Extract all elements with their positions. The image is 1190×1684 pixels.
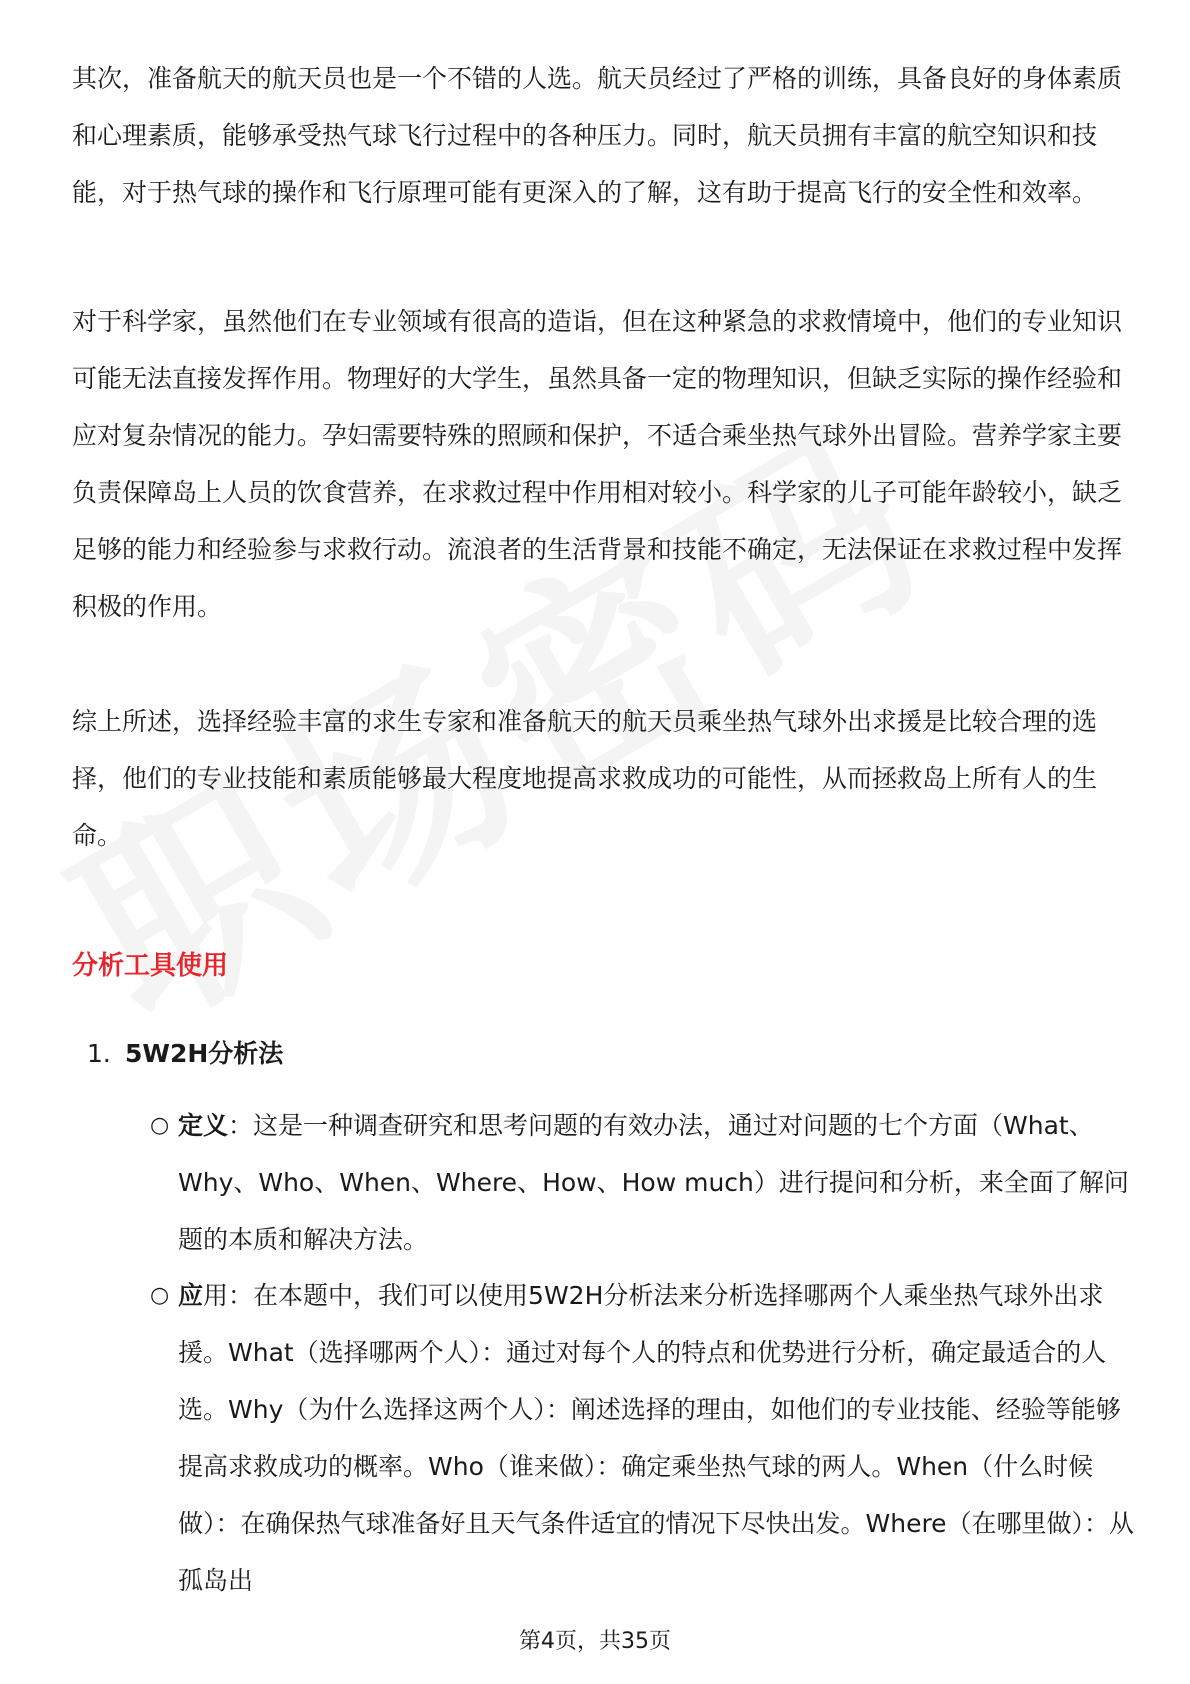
definition-label: 定义: [178, 1111, 229, 1140]
bullet-icon: ○: [150, 1113, 170, 1138]
list-number: 1.: [87, 1039, 111, 1068]
application-label: 应: [178, 1281, 204, 1310]
application-label-rest: 用: [203, 1281, 229, 1310]
application-item: [178, 1267, 1138, 1609]
list-title: 5W2H分析法: [125, 1039, 284, 1068]
paragraph-astronaut: 其次，准备航天的航天员也是一个不错的人选。航天员经过了严格的训练，具备良好的身体素质和心理素质，能够承受热气球飞行过程中的各种压力。同时，航天员拥有丰富的航空知识和技能，对于热气球的操作和飞行原理可能有更深入的了解，这有助于提高飞行的安全性和效率。: [72, 64, 1123, 207]
application-text: ：在本题中，我们可以使用5W2H分析法来分析选择哪两个人乘坐热气球外出求援。What（选择哪两个人）：通过对每个人的特点和优势进行分析，确定最适合的人选。Why（为什么选择这两个人）：阐述选择的理由，如他们的专业技能、经验等能够提高求救成功的概率。Who（谁来做）：确定乘坐热气球的两人。When（什么时候做）：在确保热气球准备好且天气条件适宜的情况下尽快出发。Where（在哪里做）：从孤岛出: [178, 1281, 1135, 1595]
paragraph-conclusion: 综上所述，选择经验丰富的求生专家和准备航天的航天员乘坐热气球外出求援是比较合理的选择，他们的专业技能和素质能够最大程度地提高求救成功的可能性，从而拯救岛上所有人的生命。: [72, 707, 1098, 850]
bullet-icon: ○: [150, 1283, 170, 1308]
page-footer: 第4页，共35页: [519, 1629, 671, 1654]
definition-item: [178, 1097, 1138, 1268]
section-heading: 分析工具使用: [72, 951, 229, 981]
paragraph-other-candidates: 对于科学家，虽然他们在专业领域有很高的造诣，但在这种紧急的求救情境中，他们的专业知识可能无法直接发挥作用。物理好的大学生，虽然具备一定的物理知识，但缺乏实际的操作经验和应对复杂情况的能力。孕妇需要特殊的照顾和保护，不适合乘坐热气球外出冒险。营养学家主要负责保障岛上人员的饮食营养，在求救过程中作用相对较小。科学家的儿子可能年龄较小，缺乏足够的能力和经验参与求救行动。流浪者的生活背景和技能不确定，无法保证在求救过程中发挥积极的作用。: [72, 307, 1123, 621]
definition-text: ：这是一种调查研究和思考问题的有效办法，通过对问题的七个方面（What、Why、Who、When、Where、How、How much）进行提问和分析，来全面了解问题的本质和解决方法。: [178, 1111, 1129, 1254]
